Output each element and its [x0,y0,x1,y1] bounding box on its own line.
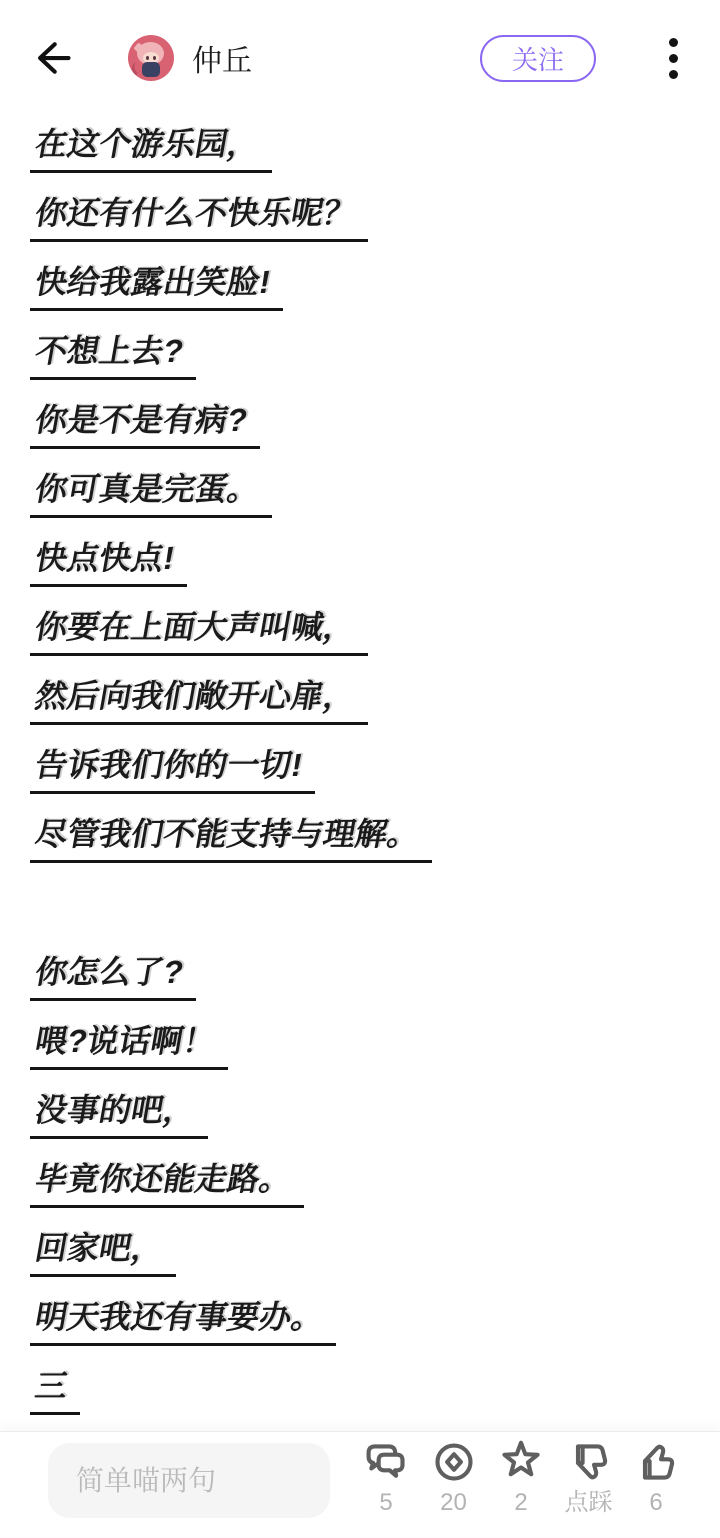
post-line-text: 你还有什么不快乐呢？ [32,195,359,231]
post-body [0,116,720,1484]
post-line-text: 你怎么了? [32,954,187,990]
post-line-blank [30,883,720,932]
recommend-icon [432,1440,476,1484]
post-line [30,538,720,587]
thumbs-down-icon [567,1440,611,1484]
post-line-underline [30,331,196,380]
avatar-eye [153,56,156,60]
post-line [30,607,720,656]
post-line-text: 毕竟你还能走路。 [32,1161,295,1197]
post-line-text: 你要在上面大声叫喊， [32,609,359,645]
comment-count: 5 [379,1489,393,1516]
follow-button[interactable]: 关注 [480,35,596,82]
post-line-text: 你可真是完蛋。 [32,471,263,507]
kebab-dot [669,54,678,63]
post-line-text: 告诉我们你的一切! [32,747,306,783]
post-line-text: 三 [32,1368,71,1404]
post-line-underline [30,607,368,656]
post-line [30,814,720,863]
post-line-text: 喂?说话啊！ [32,1023,219,1059]
kebab-dot [669,38,678,47]
post-line-underline [30,676,368,725]
post-line [30,124,720,173]
header [0,0,720,116]
comment-icon [364,1440,408,1484]
post-line-text: 你是不是有病? [32,402,251,438]
post-line [30,193,720,242]
thumbs-up-icon [634,1440,678,1484]
like-count: 6 [649,1489,663,1516]
recommend-button[interactable] [426,1440,482,1516]
post-line-text: 明天我还有事要办。 [32,1299,327,1335]
post-line-underline [30,538,187,587]
post-line [30,1297,720,1346]
post-line-underline [30,1090,208,1139]
bottom-bar [0,1432,720,1538]
comment-button[interactable] [358,1440,414,1516]
action-bar [358,1440,684,1516]
post-line-underline [30,469,272,518]
star-icon [499,1440,543,1484]
post-line [30,1366,720,1415]
post-line-underline [30,1297,336,1346]
post-line [30,1159,720,1208]
post-line [30,262,720,311]
post-line-underline [30,952,196,1001]
post-line [30,745,720,794]
post-line-text: 快给我露出笑脸! [32,264,274,300]
back-button[interactable] [30,36,74,80]
post-line [30,1090,720,1139]
avatar[interactable] [128,35,174,81]
like-button[interactable] [628,1440,684,1516]
post-line-underline [30,262,283,311]
collect-button[interactable] [493,1440,549,1516]
downvote-label: 点踩 [564,1489,613,1516]
post-line [30,952,720,1001]
post-line-text: 快点快点! [32,540,178,576]
post-line-underline [30,1159,304,1208]
kebab-dot [669,70,678,79]
avatar-body [142,62,160,77]
username[interactable]: 仲丘 [192,45,252,78]
post-line-text: 回家吧， [32,1230,167,1266]
post-line-underline [30,1228,176,1277]
post-line [30,1228,720,1277]
collect-count: 2 [514,1489,528,1516]
post-line-text: 不想上去? [32,333,187,369]
post-line [30,676,720,725]
arrow-left-icon [30,36,74,80]
post-line-underline [30,124,272,173]
avatar-eye [146,56,149,60]
post-line-text: 没事的吧， [32,1092,199,1128]
post-line-text: 尽管我们不能支持与理解。 [32,816,423,852]
post-line-underline [30,1021,228,1070]
post-line-underline [30,400,260,449]
more-menu-button[interactable] [666,38,680,79]
comment-input[interactable] [48,1443,330,1518]
post-line-underline [30,193,368,242]
post-line [30,331,720,380]
downvote-button[interactable] [561,1440,617,1516]
recommend-count: 20 [440,1489,467,1516]
post-line-text: 在这个游乐园， [32,126,263,162]
post-line [30,469,720,518]
post-line-underline [30,745,315,794]
post-line-underline [30,814,432,863]
post-line-underline [30,1366,80,1415]
post-line [30,400,720,449]
post-line-text: 然后向我们敞开心扉， [32,678,359,714]
post-line [30,1021,720,1070]
